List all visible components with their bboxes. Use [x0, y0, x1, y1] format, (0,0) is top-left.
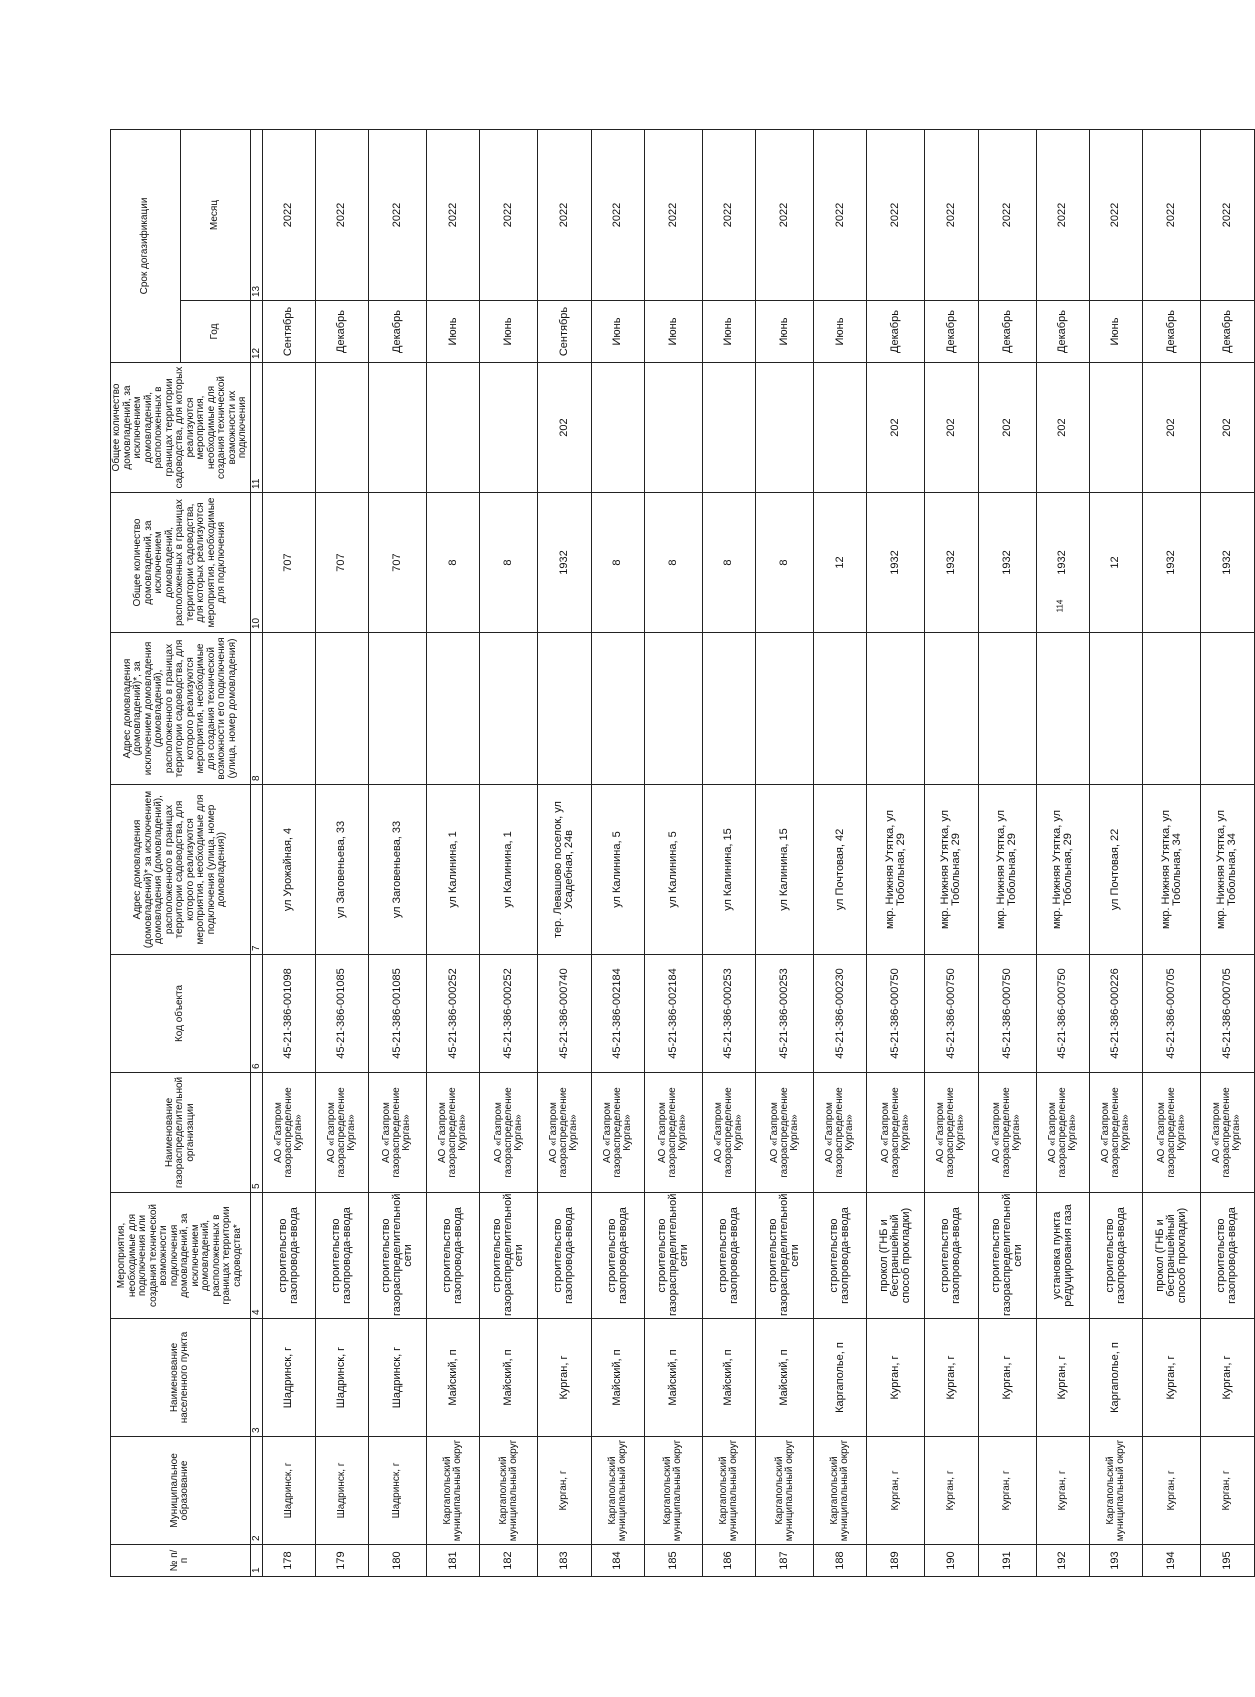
address-technical [702, 633, 755, 785]
object-code: 45-21-386-000252 [480, 955, 538, 1073]
municipality: Курган, г [925, 1437, 978, 1545]
header-object-code: Код объекта [111, 955, 251, 1073]
measure: строительство газопровода-ввода [262, 1193, 315, 1319]
count-technical [262, 363, 315, 493]
count-technical: 202 [1201, 363, 1254, 493]
row-number: 185 [644, 1545, 702, 1577]
header-settlement: Наименование населенного пункта [111, 1319, 251, 1437]
row-number: 193 [1089, 1545, 1142, 1577]
settlement: Майский, п [591, 1319, 644, 1437]
row-number: 183 [538, 1545, 591, 1577]
organization: АО «Газпром газораспределение Курган» [427, 1073, 480, 1193]
measure: прокол (ГНБ и бестраншейный способ прокладки) [867, 1193, 925, 1319]
settlement: Курган, г [1143, 1319, 1201, 1437]
column-numbers-row [250, 130, 262, 1577]
table-row [925, 130, 978, 1577]
table-container [110, 130, 1243, 1577]
month-cell: 2022 [368, 130, 426, 301]
month-cell: 2022 [262, 130, 315, 301]
month-cell: 2022 [756, 130, 814, 301]
object-code: 45-21-386-000750 [925, 955, 978, 1073]
measure: строительство газопровода-ввода [925, 1193, 978, 1319]
header-address-connection: Адрес домовладения (домовладений)* за исключением домовладения (домовладений), расположенного в границах территории садоводства, для которого реализуются мероприятия, необходимые для подключения (улица, номер домовладения)) [111, 785, 251, 955]
settlement: Курган, г [1201, 1319, 1254, 1437]
organization: АО «Газпром газораспределение Курган» [1143, 1073, 1201, 1193]
row-number: 178 [262, 1545, 315, 1577]
header-year: Год [180, 301, 250, 363]
header-deadline: Срок догазификации [111, 130, 181, 363]
table-row [867, 130, 925, 1577]
settlement: Курган, г [1036, 1319, 1089, 1437]
municipality: Шадринск, г [368, 1437, 426, 1545]
count-technical [480, 363, 538, 493]
year-cell: Декабрь [1201, 301, 1254, 363]
organization: АО «Газпром газораспределение Курган» [1201, 1073, 1254, 1193]
address-technical [756, 633, 814, 785]
table-row [368, 130, 426, 1577]
table-body [262, 130, 1254, 1577]
object-code: 45-21-386-000253 [702, 955, 755, 1073]
measure: строительство газопровода-ввода [1201, 1193, 1254, 1319]
year-cell: Декабрь [978, 301, 1036, 363]
address-technical [262, 633, 315, 785]
table-row [1143, 130, 1201, 1577]
address-connection: мкр. Нижняя Утятка, ул Тобольная, 29 [978, 785, 1036, 955]
header-measures: Мероприятия, необходимые для подключения или создания технической возможности подключения домовладений, за исключением домовладений, расположенных в границах территории садоводства* [111, 1193, 251, 1319]
row-number: 195 [1201, 1545, 1254, 1577]
address-technical [480, 633, 538, 785]
count-connection: 8 [427, 493, 480, 633]
count-connection: 707 [315, 493, 368, 633]
gasification-table [110, 129, 1255, 1577]
header-month: Месяц [180, 130, 250, 301]
year-cell: Июнь [1089, 301, 1142, 363]
header-organization: Наименование газораспределительной организации [111, 1073, 251, 1193]
count-connection: 1932 [538, 493, 591, 633]
settlement: Курган, г [538, 1319, 591, 1437]
year-cell: Июнь [702, 301, 755, 363]
month-cell: 2022 [1036, 130, 1089, 301]
year-cell: Декабрь [925, 301, 978, 363]
year-cell: Декабрь [368, 301, 426, 363]
header-row-1 [111, 130, 181, 1577]
count-technical: 202 [867, 363, 925, 493]
column-number: 1 [250, 1545, 262, 1577]
address-connection: мкр. Нижняя Утятка, ул Тобольная, 29 [925, 785, 978, 955]
header-count-technical: Общее количество домовладений, за исключением домовладений, расположенных в границах территории садоводства, для которых реализуются мероприятия, необходимые для создания технической возможности их подключения [111, 363, 251, 493]
measure: строительство газопровода-ввода [702, 1193, 755, 1319]
measure: строительство газопровода-ввода [591, 1193, 644, 1319]
month-cell: 2022 [925, 130, 978, 301]
row-number: 187 [756, 1545, 814, 1577]
address-connection: ул Калинина, 15 [702, 785, 755, 955]
organization: АО «Газпром газораспределение Курган» [814, 1073, 867, 1193]
year-cell: Июнь [814, 301, 867, 363]
municipality: Каргапольский муниципальный округ [756, 1437, 814, 1545]
column-number: 12 [250, 301, 262, 363]
address-connection: ул Калинина, 5 [644, 785, 702, 955]
count-technical: 202 [978, 363, 1036, 493]
row-number: 188 [814, 1545, 867, 1577]
measure: строительство газопровода-ввода [538, 1193, 591, 1319]
address-connection: ул Заговеньева, 33 [315, 785, 368, 955]
object-code: 45-21-386-000226 [1089, 955, 1142, 1073]
organization: АО «Газпром газораспределение Курган» [1089, 1073, 1142, 1193]
object-code: 45-21-386-002184 [644, 955, 702, 1073]
object-code: 45-21-386-000705 [1143, 955, 1201, 1073]
column-number: 10 [250, 493, 262, 633]
object-code: 45-21-386-000750 [1036, 955, 1089, 1073]
year-cell: Декабрь [1143, 301, 1201, 363]
table-row [756, 130, 814, 1577]
count-technical: 202 [1036, 363, 1089, 493]
row-number: 191 [978, 1545, 1036, 1577]
address-connection: ул Урожайная, 4 [262, 785, 315, 955]
month-cell: 2022 [591, 130, 644, 301]
address-connection: ул Калинина, 1 [427, 785, 480, 955]
month-cell: 2022 [702, 130, 755, 301]
measure: строительство газораспределительной сети [480, 1193, 538, 1319]
count-connection: 1932 [867, 493, 925, 633]
count-connection: 8 [756, 493, 814, 633]
municipality: Курган, г [978, 1437, 1036, 1545]
address-connection: ул Калинина, 15 [756, 785, 814, 955]
settlement: Курган, г [978, 1319, 1036, 1437]
address-connection: мкр. Нижняя Утятка, ул Тобольная, 34 [1143, 785, 1201, 955]
column-number: 8 [250, 633, 262, 785]
municipality: Каргапольский муниципальный округ [814, 1437, 867, 1545]
municipality: Каргапольский муниципальный округ [702, 1437, 755, 1545]
address-connection: ул Калинина, 5 [591, 785, 644, 955]
month-cell: 2022 [644, 130, 702, 301]
row-number: 179 [315, 1545, 368, 1577]
address-technical [867, 633, 925, 785]
table-row [1201, 130, 1254, 1577]
measure: строительство газораспределительной сети [368, 1193, 426, 1319]
row-number: 189 [867, 1545, 925, 1577]
settlement: Каргаполье, п [1089, 1319, 1142, 1437]
column-number: 5 [250, 1073, 262, 1193]
municipality: Курган, г [1143, 1437, 1201, 1545]
count-connection: 1932 [1036, 493, 1089, 633]
header-num: № п/п [111, 1545, 251, 1577]
address-technical [368, 633, 426, 785]
row-number: 190 [925, 1545, 978, 1577]
row-number: 192 [1036, 1545, 1089, 1577]
settlement: Шадринск, г [262, 1319, 315, 1437]
settlement: Курган, г [925, 1319, 978, 1437]
object-code: 45-21-386-000252 [427, 955, 480, 1073]
month-cell: 2022 [978, 130, 1036, 301]
address-connection: ул Почтовая, 42 [814, 785, 867, 955]
municipality: Каргапольский муниципальный округ [427, 1437, 480, 1545]
object-code: 45-21-386-001085 [315, 955, 368, 1073]
municipality: Каргапольский муниципальный округ [1089, 1437, 1142, 1545]
municipality: Курган, г [538, 1437, 591, 1545]
measure: строительство газораспределительной сети [644, 1193, 702, 1319]
municipality: Курган, г [1201, 1437, 1254, 1545]
count-connection: 8 [702, 493, 755, 633]
column-number: 11 [250, 363, 262, 493]
organization: АО «Газпром газораспределение Курган» [867, 1073, 925, 1193]
measure: прокол (ГНБ и бестраншейный способ прокладки) [1143, 1193, 1201, 1319]
organization: АО «Газпром газораспределение Курган» [756, 1073, 814, 1193]
column-number: 6 [250, 955, 262, 1073]
address-connection: мкр. Нижняя Утятка, ул Тобольная, 29 [1036, 785, 1089, 955]
count-connection: 707 [262, 493, 315, 633]
address-connection: ул Почтовая, 22 [1089, 785, 1142, 955]
table-row [538, 130, 591, 1577]
column-number: 7 [250, 785, 262, 955]
table-row [315, 130, 368, 1577]
municipality: Курган, г [1036, 1437, 1089, 1545]
table-row [591, 130, 644, 1577]
month-cell: 2022 [867, 130, 925, 301]
organization: АО «Газпром газораспределение Курган» [644, 1073, 702, 1193]
month-cell: 2022 [480, 130, 538, 301]
year-cell: Декабрь [1036, 301, 1089, 363]
page-number-text: 114 [1055, 599, 1065, 613]
measure: строительство газопровода-ввода [427, 1193, 480, 1319]
year-cell: Июнь [591, 301, 644, 363]
organization: АО «Газпром газораспределение Курган» [591, 1073, 644, 1193]
count-connection: 8 [644, 493, 702, 633]
object-code: 45-21-386-000230 [814, 955, 867, 1073]
count-connection: 8 [480, 493, 538, 633]
month-cell: 2022 [1201, 130, 1254, 301]
header-count-connection: Общее количество домовладений, за исключением домовладений, расположенных в границах территории садоводства, для которых реализуются мероприятия, необходимые для подключения [111, 493, 251, 633]
settlement: Майский, п [756, 1319, 814, 1437]
row-number: 182 [480, 1545, 538, 1577]
object-code: 45-21-386-001085 [368, 955, 426, 1073]
row-number: 184 [591, 1545, 644, 1577]
count-connection: 8 [591, 493, 644, 633]
address-connection: мкр. Нижняя Утятка, ул Тобольная, 29 [867, 785, 925, 955]
settlement: Майский, п [480, 1319, 538, 1437]
row-number: 186 [702, 1545, 755, 1577]
count-connection: 1932 [925, 493, 978, 633]
year-cell: Июнь [480, 301, 538, 363]
measure: строительство газораспределительной сети [978, 1193, 1036, 1319]
count-connection: 1932 [1201, 493, 1254, 633]
address-technical [1143, 633, 1201, 785]
address-technical [925, 633, 978, 785]
table-row [262, 130, 315, 1577]
table-row [644, 130, 702, 1577]
object-code: 45-21-386-002184 [591, 955, 644, 1073]
address-technical [1201, 633, 1254, 785]
measure: строительство газопровода-ввода [814, 1193, 867, 1319]
municipality: Шадринск, г [315, 1437, 368, 1545]
object-code: 45-21-386-000740 [538, 955, 591, 1073]
table-row [702, 130, 755, 1577]
column-number: 3 [250, 1319, 262, 1437]
count-connection: 1932 [1143, 493, 1201, 633]
table-row [1089, 130, 1142, 1577]
year-cell: Сентябрь [538, 301, 591, 363]
column-number: 13 [250, 130, 262, 301]
address-technical [1036, 633, 1089, 785]
count-technical [368, 363, 426, 493]
count-technical [591, 363, 644, 493]
measure: строительство газораспределительной сети [756, 1193, 814, 1319]
organization: АО «Газпром газораспределение Курган» [925, 1073, 978, 1193]
year-cell: Декабрь [315, 301, 368, 363]
address-connection: ул Заговеньева, 33 [368, 785, 426, 955]
count-technical [702, 363, 755, 493]
year-cell: Июнь [644, 301, 702, 363]
column-number: 2 [250, 1437, 262, 1545]
address-technical [538, 633, 591, 785]
settlement: Майский, п [644, 1319, 702, 1437]
month-cell: 2022 [427, 130, 480, 301]
count-connection: 12 [814, 493, 867, 633]
address-connection: ул Калинина, 1 [480, 785, 538, 955]
address-technical [315, 633, 368, 785]
object-code: 45-21-386-000253 [756, 955, 814, 1073]
column-number: 4 [250, 1193, 262, 1319]
year-cell: Июнь [756, 301, 814, 363]
organization: АО «Газпром газораспределение Курган» [262, 1073, 315, 1193]
row-number: 194 [1143, 1545, 1201, 1577]
count-connection: 707 [368, 493, 426, 633]
organization: АО «Газпром газораспределение Курган» [978, 1073, 1036, 1193]
row-number: 180 [368, 1545, 426, 1577]
month-cell: 2022 [814, 130, 867, 301]
organization: АО «Газпром газораспределение Курган» [480, 1073, 538, 1193]
address-technical [591, 633, 644, 785]
object-code: 45-21-386-000705 [1201, 955, 1254, 1073]
row-number: 181 [427, 1545, 480, 1577]
count-technical [814, 363, 867, 493]
header-municipality: Муниципальное образование [111, 1437, 251, 1545]
table-row [480, 130, 538, 1577]
table-row [427, 130, 480, 1577]
year-cell: Сентябрь [262, 301, 315, 363]
municipality: Каргапольский муниципальный округ [591, 1437, 644, 1545]
month-cell: 2022 [315, 130, 368, 301]
object-code: 45-21-386-000750 [867, 955, 925, 1073]
address-technical [644, 633, 702, 785]
address-technical [978, 633, 1036, 785]
object-code: 45-21-386-001098 [262, 955, 315, 1073]
organization: АО «Газпром газораспределение Курган» [368, 1073, 426, 1193]
count-technical [644, 363, 702, 493]
organization: АО «Газпром газораспределение Курган» [1036, 1073, 1089, 1193]
table-row [1036, 130, 1089, 1577]
settlement: Майский, п [702, 1319, 755, 1437]
organization: АО «Газпром газораспределение Курган» [315, 1073, 368, 1193]
count-technical [427, 363, 480, 493]
organization: АО «Газпром газораспределение Курган» [538, 1073, 591, 1193]
address-technical [1089, 633, 1142, 785]
month-cell: 2022 [1143, 130, 1201, 301]
address-connection: тер. Левашово поселок, ул Усадебная, 24в [538, 785, 591, 955]
table-row [978, 130, 1036, 1577]
count-technical [1089, 363, 1142, 493]
count-technical [756, 363, 814, 493]
count-connection: 12 [1089, 493, 1142, 633]
settlement: Шадринск, г [368, 1319, 426, 1437]
count-technical: 202 [538, 363, 591, 493]
rotated-table-wrapper [110, 130, 1243, 1577]
municipality: Курган, г [867, 1437, 925, 1545]
table-row [814, 130, 867, 1577]
settlement: Каргаполье, п [814, 1319, 867, 1437]
organization: АО «Газпром газораспределение Курган» [702, 1073, 755, 1193]
count-technical: 202 [1143, 363, 1201, 493]
municipality: Шадринск, г [262, 1437, 315, 1545]
municipality: Каргапольский муниципальный округ [644, 1437, 702, 1545]
header-address-technical: Адрес домовладения (домовладений)*, за исключением домовладения (домовладений), расположенного в границах территории садоводства, для которого реализуются мероприятия, необходимые для создания технической возможности его подключения (улица, номер домовладения) [111, 633, 251, 785]
measure: установка пункта редуцирования газа [1036, 1193, 1089, 1319]
month-cell: 2022 [538, 130, 591, 301]
measure: строительство газопровода-ввода [1089, 1193, 1142, 1319]
address-technical [814, 633, 867, 785]
settlement: Майский, п [427, 1319, 480, 1437]
count-technical [315, 363, 368, 493]
year-cell: Декабрь [867, 301, 925, 363]
month-cell: 2022 [1089, 130, 1142, 301]
count-technical: 202 [925, 363, 978, 493]
count-connection: 1932 [978, 493, 1036, 633]
measure: строительство газопровода-ввода [315, 1193, 368, 1319]
municipality: Каргапольский муниципальный округ [480, 1437, 538, 1545]
year-cell: Июнь [427, 301, 480, 363]
object-code: 45-21-386-000750 [978, 955, 1036, 1073]
address-connection: мкр. Нижняя Утятка, ул Тобольная, 34 [1201, 785, 1254, 955]
address-technical [427, 633, 480, 785]
settlement: Курган, г [867, 1319, 925, 1437]
settlement: Шадринск, г [315, 1319, 368, 1437]
